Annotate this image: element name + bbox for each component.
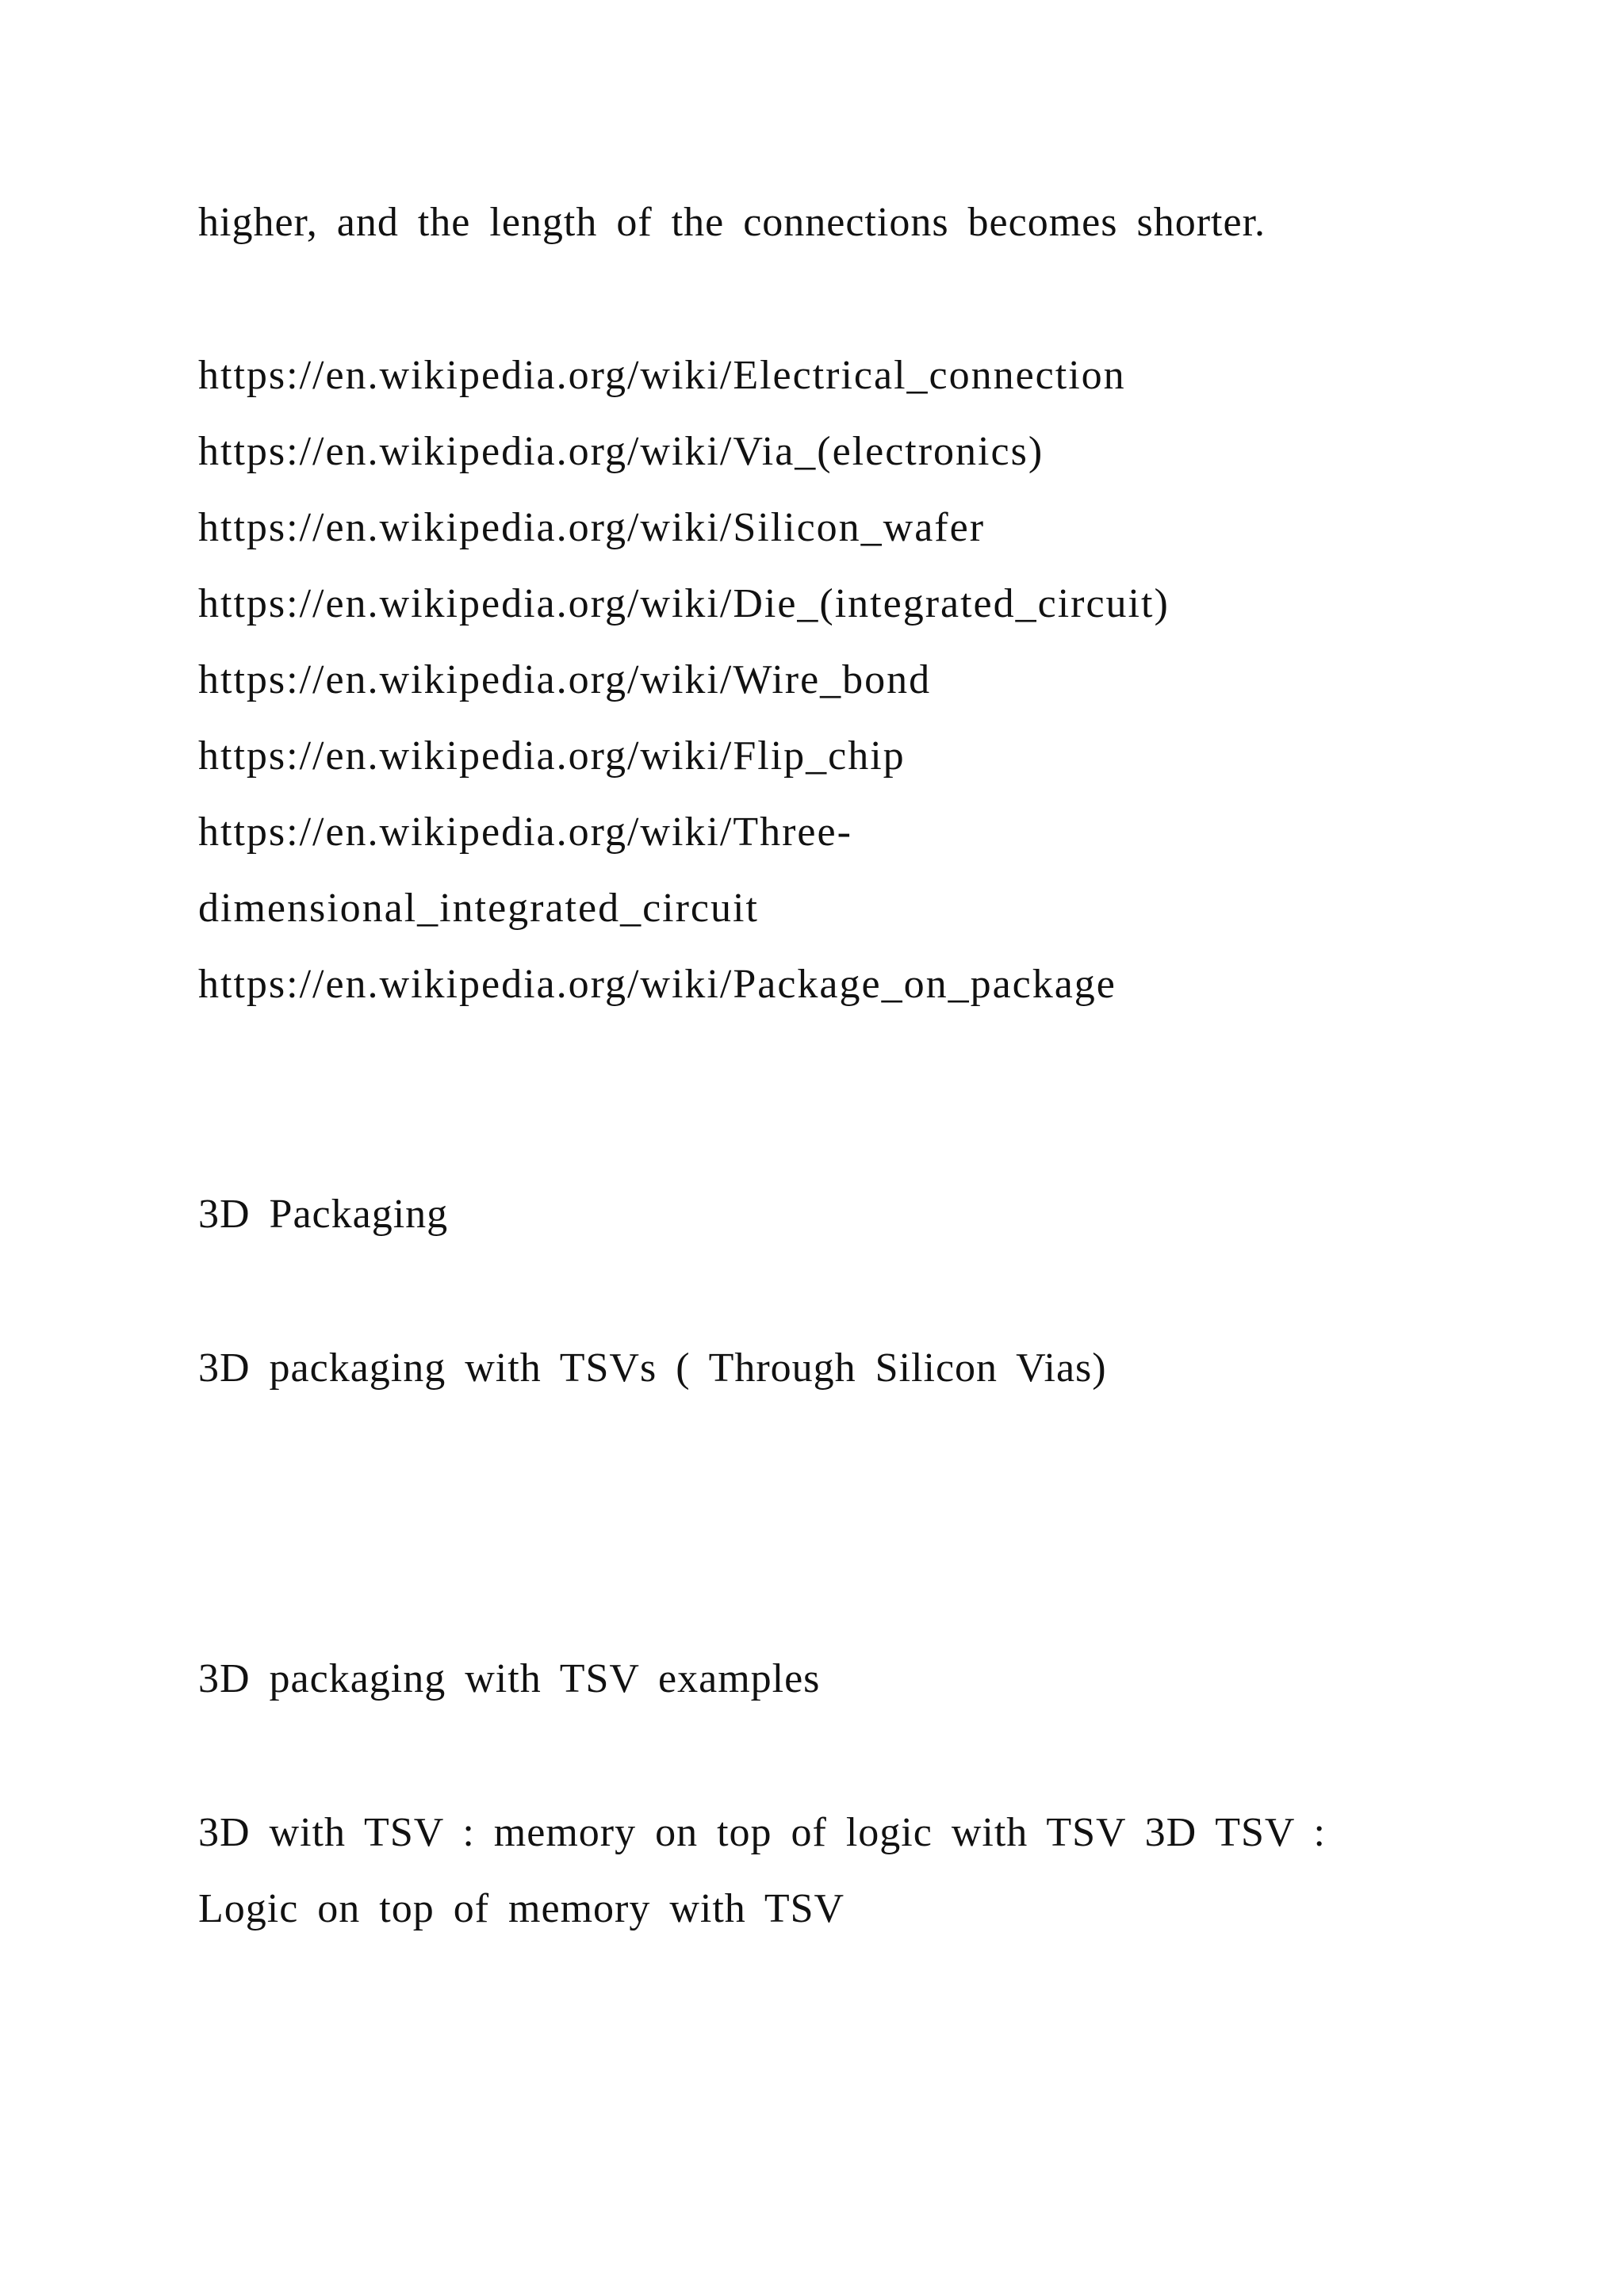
section-heading-tsv-examples: 3D packaging with TSV examples <box>198 1656 821 1701</box>
section-heading-3d-packaging-tsv: 3D packaging with TSVs ( Through Silicon Vias) <box>198 1345 1107 1391</box>
example-caption-line-1: 3D with TSV : memory on top of logic with TSV 3D TSV : <box>198 1810 1326 1855</box>
intro-paragraph-line: higher, and the length of the connections becomes shorter. <box>198 200 1266 245</box>
reference-link-three-dimensional-ic-part2[interactable]: dimensional_integrated_circuit <box>198 886 759 931</box>
reference-link-via-electronics[interactable]: https://en.wikipedia.org/wiki/Via_(electronics) <box>198 429 1044 474</box>
section-heading-3d-packaging: 3D Packaging <box>198 1192 449 1237</box>
reference-link-silicon-wafer[interactable]: https://en.wikipedia.org/wiki/Silicon_wafer <box>198 505 986 550</box>
reference-link-die-integrated-circuit[interactable]: https://en.wikipedia.org/wiki/Die_(integrated_circuit) <box>198 581 1170 626</box>
reference-link-wire-bond[interactable]: https://en.wikipedia.org/wiki/Wire_bond <box>198 657 932 702</box>
reference-link-three-dimensional-ic-part1[interactable]: https://en.wikipedia.org/wiki/Three- <box>198 809 852 855</box>
reference-link-package-on-package[interactable]: https://en.wikipedia.org/wiki/Package_on_package <box>198 962 1116 1007</box>
reference-link-electrical-connection[interactable]: https://en.wikipedia.org/wiki/Electrical_connection <box>198 353 1126 398</box>
reference-link-flip-chip[interactable]: https://en.wikipedia.org/wiki/Flip_chip <box>198 733 906 779</box>
example-caption-line-2: Logic on top of memory with TSV <box>198 1886 845 1931</box>
